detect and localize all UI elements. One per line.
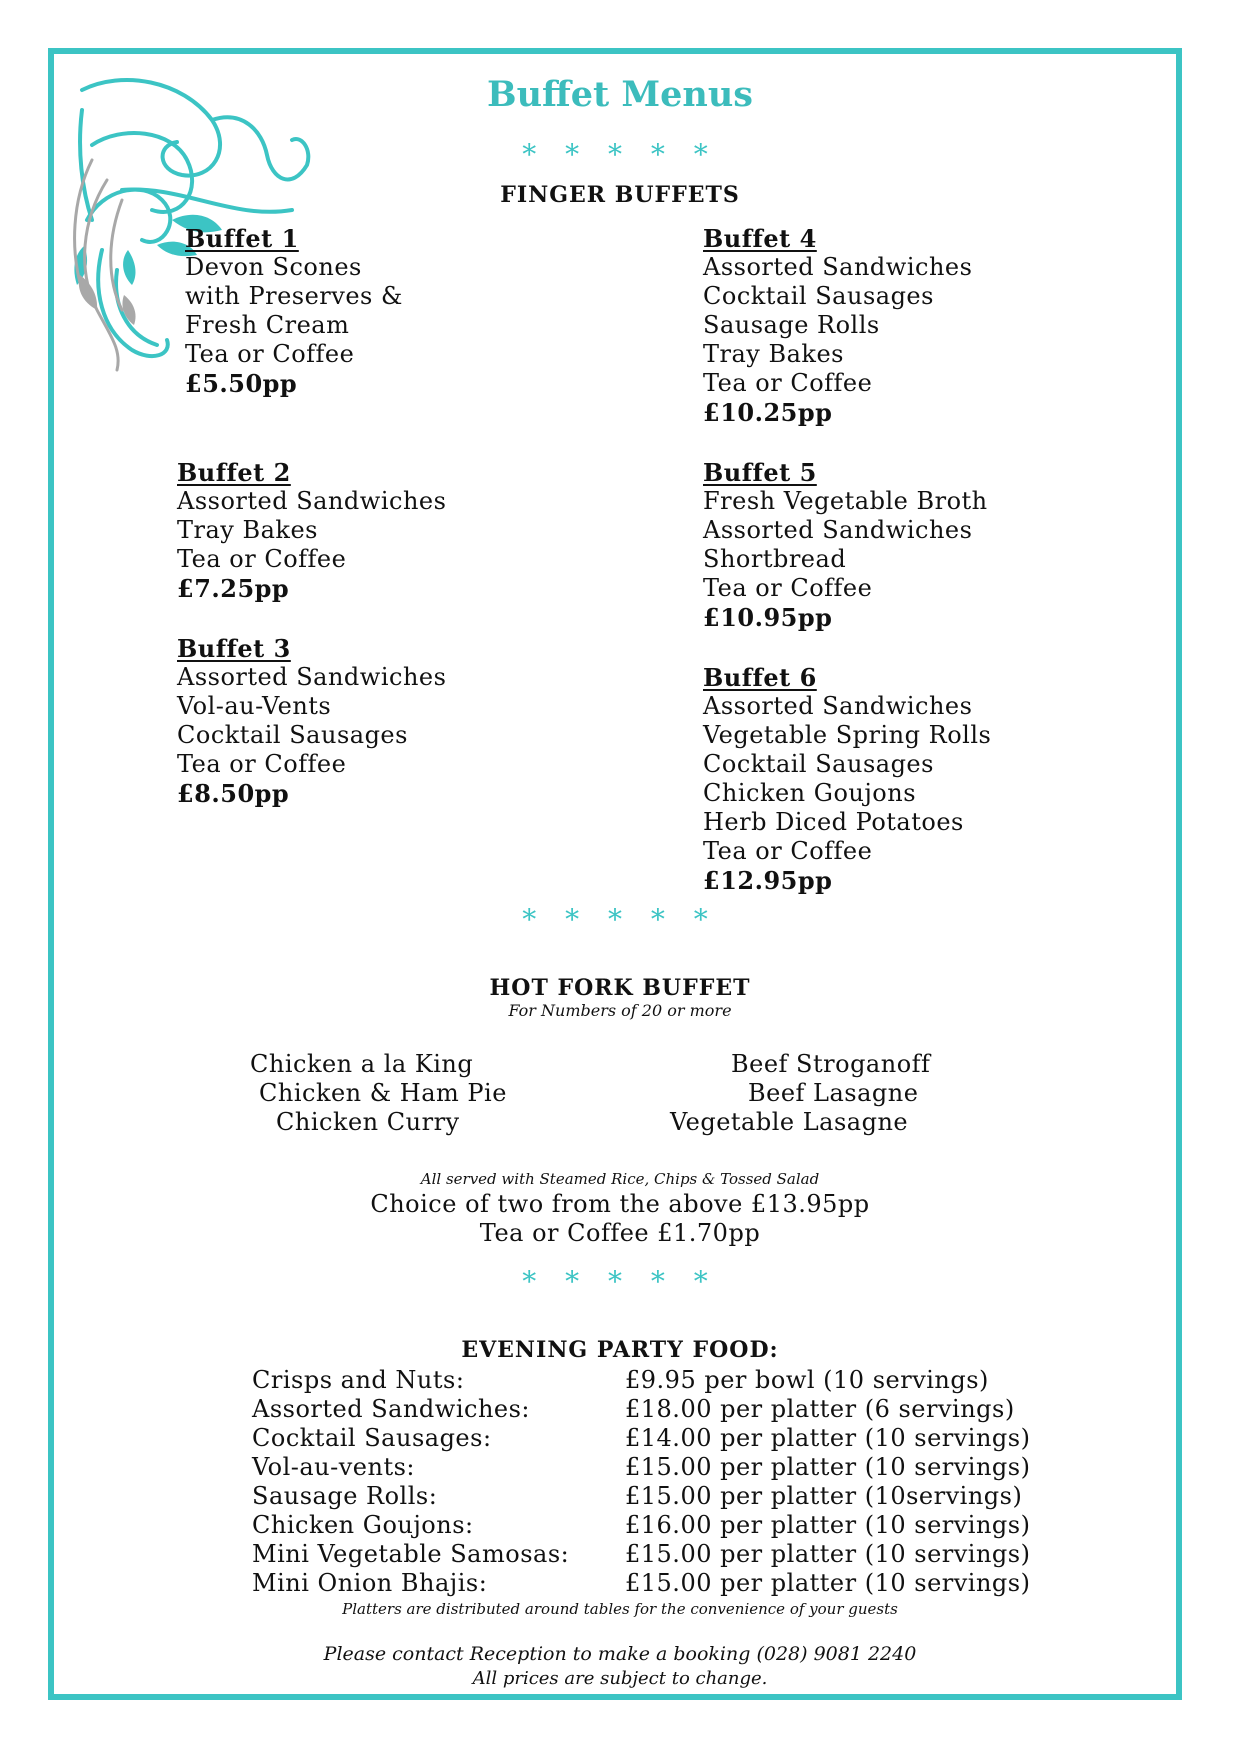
hot-fork-item: Vegetable Lasagne [670,1108,909,1136]
page-title: Buffet Menus [487,74,753,115]
buffet-item: Sausage Rolls [703,311,880,339]
buffet-item: Assorted Sandwiches [703,516,973,544]
buffet-price: £7.25pp [177,574,290,603]
buffet-name: Buffet 3 [177,634,291,663]
buffet-item: Fresh Cream [185,311,350,339]
buffet-item: Tea or Coffee [703,837,873,865]
served-note: All served with Steamed Rice, Chips & Tossed Salad [420,1170,820,1188]
buffet-item: Tea or Coffee [703,369,873,397]
party-item-name: Vol-au-vents: [252,1453,416,1481]
buffet-price: £5.50pp [185,369,298,398]
buffet-name: Buffet 4 [703,224,817,253]
buffet-item: Assorted Sandwiches [177,663,447,691]
buffet-item: Tea or Coffee [177,750,347,778]
buffet-item: Tea or Coffee [177,545,347,573]
hot-fork-heading: HOT FORK BUFFET [489,975,751,1001]
buffet-item: Shortbread [703,545,847,573]
contact-line: Please contact Reception to make a booking (028) 9081 2240 [323,1643,917,1665]
hot-fork-item: Chicken a la King [250,1050,474,1078]
party-item-price: £15.00 per platter (10 servings) [625,1453,1031,1481]
party-item-price: £15.00 per platter (10servings) [625,1482,1023,1510]
finger-buffets-heading: FINGER BUFFETS [500,182,740,208]
party-item-name: Sausage Rolls: [252,1482,438,1510]
party-item-price: £9.95 per bowl (10 servings) [625,1366,989,1394]
buffet-card [177,458,446,603]
buffet-item: Devon Scones [185,253,362,281]
buffet-card [703,458,988,632]
buffet-card [703,224,972,427]
evening-heading: EVENING PARTY FOOD: [461,1337,779,1363]
party-item-price: £16.00 per platter (10 servings) [625,1511,1031,1539]
buffet-item: Vol-au-Vents [177,692,332,720]
buffet-item: Tea or Coffee [185,340,355,368]
buffet-card [185,224,403,398]
buffet-card [177,634,446,808]
party-item-name: Mini Onion Bhajis: [252,1569,488,1597]
party-item-price: £14.00 per platter (10 servings) [625,1424,1031,1452]
party-item-name: Cocktail Sausages: [252,1424,492,1452]
buffet-name: Buffet 6 [703,663,817,692]
party-item-name: Crisps and Nuts: [252,1366,465,1394]
buffet-item: Vegetable Spring Rolls [703,721,992,749]
hot-fork-item: Chicken Curry [276,1108,460,1136]
buffet-name: Buffet 2 [177,458,291,487]
star-divider: * * * * * [522,1265,718,1298]
buffet-item: Herb Diced Potatoes [703,808,964,836]
party-item-name: Assorted Sandwiches: [252,1395,531,1423]
buffet-item: Assorted Sandwiches [177,487,447,515]
buffet-price: £10.95pp [703,603,833,632]
party-item-price: £15.00 per platter (10 servings) [625,1540,1031,1568]
buffet-item: Cocktail Sausages [703,750,934,778]
buffet-item: Fresh Vegetable Broth [703,487,988,515]
buffet-item: with Preserves & [185,282,403,310]
buffet-item: Assorted Sandwiches [703,692,973,720]
party-item-price: £15.00 per platter (10 servings) [625,1569,1031,1597]
hot-fork-subheading: For Numbers of 20 or more [508,1001,732,1020]
star-divider: * * * * * [522,138,718,171]
buffet-item: Cocktail Sausages [177,721,408,749]
buffet-item: Tray Bakes [177,516,318,544]
hot-fork-right-list [670,1050,930,1137]
hot-fork-item: Beef Lasagne [748,1079,919,1107]
buffet-item: Chicken Goujons [703,779,917,807]
tea-line: Tea or Coffee £1.70pp [479,1219,761,1247]
prices-note: All prices are subject to change. [472,1668,768,1689]
buffet-price: £12.95pp [703,866,833,895]
party-item-price: £18.00 per platter (6 servings) [625,1395,1015,1423]
party-item-name: Chicken Goujons: [252,1511,474,1539]
buffet-card [703,663,991,895]
hot-fork-item: Chicken & Ham Pie [259,1079,507,1107]
platter-note: Platters are distributed around tables for the convenience of your guests [342,1600,898,1618]
buffet-item: Tea or Coffee [703,574,873,602]
star-divider: * * * * * [522,903,718,936]
buffet-name: Buffet 5 [703,458,817,487]
hot-fork-left-list [250,1050,507,1137]
buffet-item: Tray Bakes [703,340,844,368]
party-item-name: Mini Vegetable Samosas: [252,1540,570,1568]
buffet-price: £8.50pp [177,779,290,808]
hot-fork-item: Beef Stroganoff [731,1050,931,1078]
choice-line: Choice of two from the above £13.95pp [370,1190,870,1218]
buffet-price: £10.25pp [703,398,833,427]
buffet-name: Buffet 1 [185,224,299,253]
buffet-item: Cocktail Sausages [703,282,934,310]
buffet-item: Assorted Sandwiches [703,253,973,281]
